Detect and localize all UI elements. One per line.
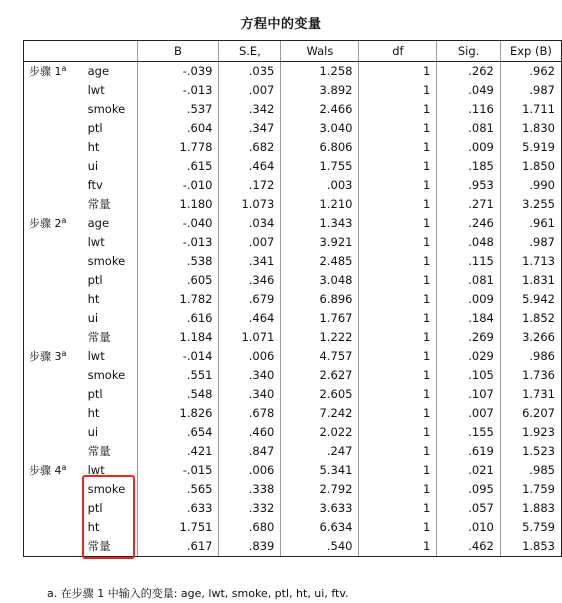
step-label-text: 步骤 1 <box>29 65 62 78</box>
step-label-text: 步骤 4 <box>29 464 62 477</box>
variable-name: ptl <box>87 501 103 515</box>
cell-expb: 5.919 <box>500 138 561 157</box>
step-cell-empty <box>24 537 85 557</box>
cell-wals: 3.633 <box>281 499 359 518</box>
cell-se: .340 <box>219 366 281 385</box>
cell-df: 1 <box>359 252 437 271</box>
variable-name: ui <box>87 311 99 325</box>
cell-se: .682 <box>219 138 281 157</box>
cell-sig: .262 <box>437 62 500 82</box>
cell-wals: 5.341 <box>281 461 359 480</box>
cell-b: 1.180 <box>137 195 219 214</box>
variable-name: lwt <box>87 235 105 249</box>
table-row <box>24 81 562 100</box>
cell-se: .341 <box>219 252 281 271</box>
cell-se: .034 <box>219 214 281 233</box>
cell-se: .464 <box>219 157 281 176</box>
cell-se: .347 <box>219 119 281 138</box>
cell-expb: 1.731 <box>500 385 561 404</box>
step-label <box>24 62 85 82</box>
cell-se: .007 <box>219 81 281 100</box>
cell-wals: 2.485 <box>281 252 359 271</box>
variable-name: ht <box>87 292 100 306</box>
step-cell-empty <box>24 366 85 385</box>
variable-name: 常量 <box>87 197 111 211</box>
table-row <box>24 480 562 499</box>
variable-name: smoke <box>87 102 126 116</box>
cell-expb: 1.523 <box>500 442 561 461</box>
cell-se: .847 <box>219 442 281 461</box>
cell-expb: 6.207 <box>500 404 561 423</box>
step-label-text: 步骤 2 <box>29 217 62 230</box>
cell-wals: 2.605 <box>281 385 359 404</box>
cell-expb: .987 <box>500 81 561 100</box>
cell-sig: .105 <box>437 366 500 385</box>
header-row <box>24 41 562 62</box>
cell-df: 1 <box>359 176 437 195</box>
cell-expb: .990 <box>500 176 561 195</box>
cell-df: 1 <box>359 404 437 423</box>
table-row <box>24 290 562 309</box>
cell-expb: .961 <box>500 214 561 233</box>
cell-wals: 6.896 <box>281 290 359 309</box>
cell-sig: .049 <box>437 81 500 100</box>
cell-sig: .155 <box>437 423 500 442</box>
cell-expb: 3.266 <box>500 328 561 347</box>
cell-expb: 1.850 <box>500 157 561 176</box>
cell-wals: 3.048 <box>281 271 359 290</box>
table-row <box>24 461 562 480</box>
step-cell-empty <box>24 499 85 518</box>
table-row <box>24 347 562 366</box>
variable-name: ptl <box>87 387 103 401</box>
header-expb: Exp (B) <box>500 41 561 62</box>
cell-df: 1 <box>359 81 437 100</box>
cell-b: -.039 <box>137 62 219 82</box>
cell-sig: .953 <box>437 176 500 195</box>
step-cell-empty <box>24 309 85 328</box>
cell-se: .338 <box>219 480 281 499</box>
cell-b: .604 <box>137 119 219 138</box>
header-corner <box>24 41 138 62</box>
cell-wals: 3.892 <box>281 81 359 100</box>
table-row <box>24 100 562 119</box>
cell-expb: 1.852 <box>500 309 561 328</box>
table-row <box>24 423 562 442</box>
cell-sig: .010 <box>437 518 500 537</box>
table-row <box>24 499 562 518</box>
footnote: a. 在步骤 1 中输入的变量: age, lwt, smoke, ptl, ht, ui, ftv. <box>47 587 349 600</box>
variable-name: smoke <box>87 482 126 496</box>
variable-name: lwt <box>87 83 105 97</box>
header-wals: Wals <box>281 41 359 62</box>
cell-b: -.013 <box>137 233 219 252</box>
cell-b: -.015 <box>137 461 219 480</box>
header-b: B <box>137 41 219 62</box>
cell-se: 1.071 <box>219 328 281 347</box>
cell-df: 1 <box>359 62 437 82</box>
variable-name: ftv <box>87 178 103 192</box>
step-cell-empty <box>24 404 85 423</box>
variable-name: ptl <box>87 273 103 287</box>
cell-sig: .081 <box>437 119 500 138</box>
step-cell-empty <box>24 119 85 138</box>
variable-name: age <box>87 216 110 230</box>
cell-se: .679 <box>219 290 281 309</box>
cell-df: 1 <box>359 100 437 119</box>
cell-sig: .271 <box>437 195 500 214</box>
step-cell-empty <box>24 480 85 499</box>
cell-b: -.014 <box>137 347 219 366</box>
cell-df: 1 <box>359 233 437 252</box>
step-label-text: 步骤 3 <box>29 350 62 363</box>
cell-expb: .985 <box>500 461 561 480</box>
cell-expb: 1.853 <box>500 537 561 557</box>
cell-wals: 6.634 <box>281 518 359 537</box>
cell-wals: 1.755 <box>281 157 359 176</box>
cell-df: 1 <box>359 138 437 157</box>
cell-sig: .107 <box>437 385 500 404</box>
cell-df: 1 <box>359 290 437 309</box>
cell-sig: .021 <box>437 461 500 480</box>
cell-wals: 2.627 <box>281 366 359 385</box>
step-cell-empty <box>24 328 85 347</box>
cell-se: .680 <box>219 518 281 537</box>
table-row <box>24 233 562 252</box>
cell-se: .006 <box>219 461 281 480</box>
variable-name: smoke <box>87 368 126 382</box>
table-row <box>24 157 562 176</box>
cell-expb: 1.736 <box>500 366 561 385</box>
cell-df: 1 <box>359 271 437 290</box>
cell-expb: .986 <box>500 347 561 366</box>
variable-name: ht <box>87 520 100 534</box>
cell-b: -.013 <box>137 81 219 100</box>
cell-se: .460 <box>219 423 281 442</box>
table-row <box>24 271 562 290</box>
cell-df: 1 <box>359 461 437 480</box>
table-row <box>24 119 562 138</box>
cell-b: 1.184 <box>137 328 219 347</box>
cell-se: .464 <box>219 309 281 328</box>
cell-b: .538 <box>137 252 219 271</box>
cell-df: 1 <box>359 214 437 233</box>
step-cell-empty <box>24 138 85 157</box>
cell-sig: .184 <box>437 309 500 328</box>
cell-b: .633 <box>137 499 219 518</box>
step-cell-empty <box>24 195 85 214</box>
cell-expb: 3.255 <box>500 195 561 214</box>
cell-b: -.040 <box>137 214 219 233</box>
cell-sig: .009 <box>437 138 500 157</box>
cell-sig: .081 <box>437 271 500 290</box>
table-row <box>24 195 562 214</box>
cell-df: 1 <box>359 347 437 366</box>
cell-df: 1 <box>359 537 437 557</box>
variable-name: 常量 <box>85 537 137 557</box>
cell-expb: .962 <box>500 62 561 82</box>
variable-name: smoke <box>87 254 126 268</box>
cell-expb: 1.830 <box>500 119 561 138</box>
header-se: S.E, <box>219 41 281 62</box>
cell-wals: 7.242 <box>281 404 359 423</box>
cell-sig: .462 <box>437 537 500 557</box>
cell-wals: 3.040 <box>281 119 359 138</box>
cell-sig: .115 <box>437 252 500 271</box>
cell-df: 1 <box>359 423 437 442</box>
cell-sig: .619 <box>437 442 500 461</box>
variable-name: lwt <box>87 349 105 363</box>
step-cell-empty <box>24 385 85 404</box>
cell-df: 1 <box>359 480 437 499</box>
cell-wals: 4.757 <box>281 347 359 366</box>
cell-expb: 1.831 <box>500 271 561 290</box>
table-row <box>24 385 562 404</box>
table-row <box>24 214 562 233</box>
cell-se: .035 <box>219 62 281 82</box>
cell-wals: 1.210 <box>281 195 359 214</box>
cell-df: 1 <box>359 157 437 176</box>
variable-name: ptl <box>87 121 103 135</box>
cell-wals: 1.343 <box>281 214 359 233</box>
cell-df: 1 <box>359 499 437 518</box>
variable-name: age <box>87 64 110 78</box>
cell-wals: 1.258 <box>281 62 359 82</box>
header-df: df <box>359 41 437 62</box>
step-label <box>24 214 85 233</box>
cell-sig: .269 <box>437 328 500 347</box>
cell-expb: 1.923 <box>500 423 561 442</box>
step-cell-empty <box>24 252 85 271</box>
cell-wals: 2.022 <box>281 423 359 442</box>
cell-expb: 1.883 <box>500 499 561 518</box>
cell-b: 1.826 <box>137 404 219 423</box>
cell-wals: .003 <box>281 176 359 195</box>
table-row <box>24 537 562 557</box>
variable-name: 常量 <box>87 444 111 458</box>
cell-sig: .009 <box>437 290 500 309</box>
cell-df: 1 <box>359 195 437 214</box>
step-cell-empty <box>24 100 85 119</box>
table-row <box>24 176 562 195</box>
cell-wals: 1.222 <box>281 328 359 347</box>
table-row <box>24 138 562 157</box>
cell-b: .548 <box>137 385 219 404</box>
cell-se: .839 <box>219 537 281 557</box>
cell-expb: 1.713 <box>500 252 561 271</box>
table-row <box>24 328 562 347</box>
table-body <box>24 62 562 557</box>
cell-sig: .048 <box>437 233 500 252</box>
table-row <box>24 252 562 271</box>
cell-sig: .185 <box>437 157 500 176</box>
step-cell-empty <box>24 442 85 461</box>
cell-b: .565 <box>137 480 219 499</box>
cell-se: .332 <box>219 499 281 518</box>
variable-name: ht <box>87 140 100 154</box>
cell-wals: .540 <box>281 537 359 557</box>
table-row <box>24 366 562 385</box>
cell-expb: 1.759 <box>500 480 561 499</box>
cell-sig: .029 <box>437 347 500 366</box>
cell-b: .654 <box>137 423 219 442</box>
cell-df: 1 <box>359 366 437 385</box>
cell-se: .340 <box>219 385 281 404</box>
cell-expb: 5.942 <box>500 290 561 309</box>
step-cell-empty <box>24 290 85 309</box>
cell-wals: 2.792 <box>281 480 359 499</box>
cell-wals: 1.767 <box>281 309 359 328</box>
cell-se: .346 <box>219 271 281 290</box>
step-label <box>24 347 85 366</box>
variable-name: ht <box>87 406 100 420</box>
cell-df: 1 <box>359 385 437 404</box>
cell-se: .342 <box>219 100 281 119</box>
table-title: 方程中的变量 <box>240 17 322 32</box>
variable-name: 常量 <box>87 330 111 344</box>
cell-b: .617 <box>137 537 219 557</box>
cell-expb: 5.759 <box>500 518 561 537</box>
cell-b: .615 <box>137 157 219 176</box>
cell-b: .551 <box>137 366 219 385</box>
cell-se: .007 <box>219 233 281 252</box>
step-cell-empty <box>24 423 85 442</box>
footnote-marker: a <box>61 349 67 358</box>
variable-name: lwt <box>87 463 105 477</box>
footnote-marker: a <box>61 463 67 472</box>
cell-sig: .057 <box>437 499 500 518</box>
cell-b: 1.778 <box>137 138 219 157</box>
footnote-marker: a <box>61 64 67 73</box>
cell-sig: .007 <box>437 404 500 423</box>
cell-df: 1 <box>359 442 437 461</box>
step-cell-empty <box>24 518 85 537</box>
cell-b: -.010 <box>137 176 219 195</box>
cell-b: .421 <box>137 442 219 461</box>
variable-name: ui <box>87 425 99 439</box>
table-row <box>24 442 562 461</box>
cell-df: 1 <box>359 518 437 537</box>
step-cell-empty <box>24 176 85 195</box>
step-cell-empty <box>24 81 85 100</box>
table-row <box>24 62 562 82</box>
cell-sig: .116 <box>437 100 500 119</box>
table-row <box>24 404 562 423</box>
step-cell-empty <box>24 157 85 176</box>
variables-in-equation-table <box>23 40 562 557</box>
table-row <box>24 309 562 328</box>
cell-df: 1 <box>359 119 437 138</box>
cell-expb: .987 <box>500 233 561 252</box>
step-cell-empty <box>24 233 85 252</box>
cell-wals: .247 <box>281 442 359 461</box>
cell-b: 1.782 <box>137 290 219 309</box>
cell-se: .006 <box>219 347 281 366</box>
cell-se: 1.073 <box>219 195 281 214</box>
cell-se: .172 <box>219 176 281 195</box>
step-cell-empty <box>24 271 85 290</box>
cell-b: .616 <box>137 309 219 328</box>
cell-b: 1.751 <box>137 518 219 537</box>
cell-sig: .095 <box>437 480 500 499</box>
step-label <box>24 461 85 480</box>
table-row <box>24 518 562 537</box>
cell-df: 1 <box>359 328 437 347</box>
cell-wals: 6.806 <box>281 138 359 157</box>
footnote-marker: a <box>61 216 67 225</box>
cell-expb: 1.711 <box>500 100 561 119</box>
cell-sig: .246 <box>437 214 500 233</box>
cell-b: .605 <box>137 271 219 290</box>
cell-b: .537 <box>137 100 219 119</box>
cell-se: .678 <box>219 404 281 423</box>
header-sig: Sig. <box>437 41 500 62</box>
variable-name: ui <box>87 159 99 173</box>
cell-df: 1 <box>359 309 437 328</box>
cell-wals: 2.466 <box>281 100 359 119</box>
cell-wals: 3.921 <box>281 233 359 252</box>
